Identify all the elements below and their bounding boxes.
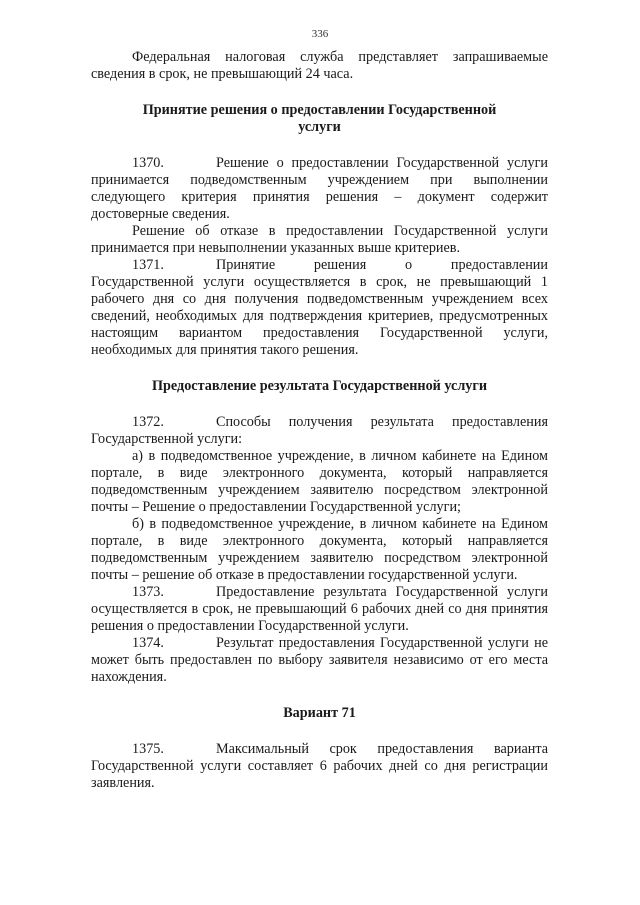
paragraph-1373 <box>91 584 548 635</box>
paragraph-number-1373: 1373. <box>132 584 164 600</box>
paragraph-number-1375: 1375. <box>132 741 164 757</box>
paragraph-number-1370: 1370. <box>132 155 164 171</box>
paragraph-text-1370: Решение о предоставлении Государственной услуги принимается подведомственным учреждением при выполнении следующего критерия принятия решения – документ содержит достоверные сведения. <box>91 155 548 222</box>
heading-variant: Вариант 71 <box>283 705 356 721</box>
paragraph-text-1371: Принятие решения о предоставлении Государственной услуги осуществляется в срок, не превышающий 1 рабочего дня со дня получения подведомственным учреждением всех сведений, необходимых для подтверждения критериев, предусмотренных настоящим вариантом предоставления Государственной услуги, необходимых для принятия такого решения. <box>91 257 548 358</box>
paragraph-number-1374: 1374. <box>132 635 164 651</box>
heading-result: Предоставление результата Государственной услуги <box>151 378 488 394</box>
intro-paragraph: Федеральная налоговая служба представляет запрашиваемые сведения в срок, не превышающий 24 часа. <box>91 49 548 82</box>
document-body <box>91 49 548 792</box>
paragraph-text-1374: Результат предоставления Государственной услуги не может быть предоставлен по выбору заявителя независимо от его места нахождения. <box>91 635 548 685</box>
paragraph-number-1372: 1372. <box>132 414 164 430</box>
paragraph-1370 <box>91 155 548 223</box>
paragraph-text-1372: Способы получения результата предоставления Государственной услуги: <box>91 414 548 447</box>
paragraph-1375 <box>91 741 548 792</box>
heading-decision-line1: Принятие решения о предоставлении Государственной <box>142 102 497 118</box>
paragraph-text-1375: Максимальный срок предоставления варианта Государственной услуги составляет 6 рабочих дней со дня регистрации заявления. <box>91 741 548 791</box>
paragraph-1372 <box>91 414 548 448</box>
paragraph-text-1373: Предоставление результата Государственной услуги осуществляется в срок, не превышающий 6 рабочих дней со дня принятия решения о предоставлении Государственной услуги. <box>91 584 548 634</box>
page-number: 336 <box>311 28 329 40</box>
paragraph-1371 <box>91 257 548 359</box>
paragraph-1374 <box>91 635 548 686</box>
heading-decision <box>91 102 548 136</box>
paragraph-refusal: Решение об отказе в предоставлении Государственной услуги принимается при невыполнении указанных выше критериев. <box>91 223 548 256</box>
paragraph-number-1371: 1371. <box>132 257 164 273</box>
list-item-a: а) в подведомственное учреждение, в личном кабинете на Едином портале, в виде электронного документа, который направляется подведомственным учреждением заявителю посредством электронной почты – Решение о предоставлении Государственной услуги; <box>91 448 548 515</box>
list-item-b: б) в подведомственное учреждение, в личном кабинете на Едином портале, в виде электронного документа, который направляется подведомственным учреждением заявителю посредством электронной почты – решение об отказе в предоставлении государственной услуги. <box>91 516 548 583</box>
heading-decision-line2: услуги <box>298 119 341 135</box>
